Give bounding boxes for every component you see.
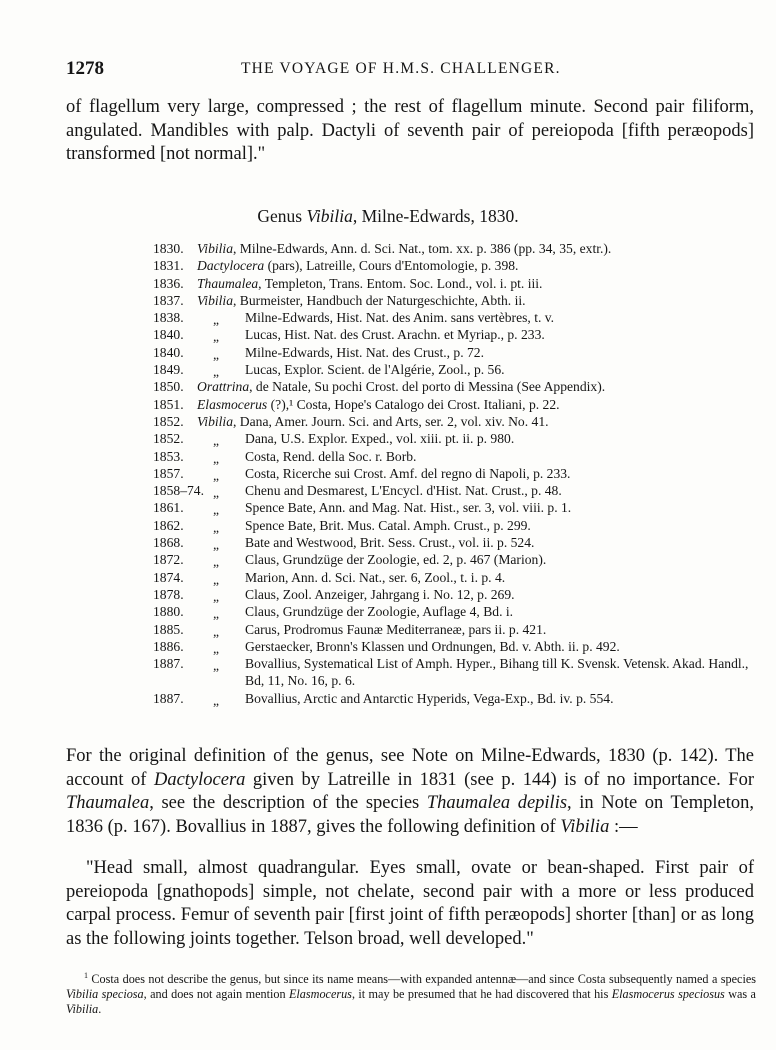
footnote-marker: 1 [84, 971, 88, 980]
synonymy-reference: Marion, Ann. d. Sci. Nat., ser. 6, Zool., t. i. p. 4. [245, 569, 506, 585]
synonymy-year: 1851. [153, 396, 184, 412]
synonymy-reference: Carus, Prodromus Faunæ Mediterraneæ, pars ii. p. 421. [245, 621, 547, 637]
footnote-genus-2: Vibilia [66, 1002, 99, 1017]
footnote-genus-1: Elasmocerus [288, 987, 352, 1002]
synonymy-entry [153, 499, 753, 516]
synonymy-entry [153, 275, 753, 292]
synonymy-entry [153, 690, 753, 707]
synonymy-reference: Bate and Westwood, Brit. Sess. Crust., vol. ii. p. 524. [245, 535, 535, 551]
quote-paragraph: "Head small, almost quadrangular. Eyes small, ovate or bean-shaped. First pair of pereiopoda [gnathopods] simple, not chelate, second pair with a more or less produced carpal process. Femur of seventh pair [first joint of fifth peræopods] shorter [than] or as long as the following joints together. Telson broad, well developed." [66, 858, 754, 949]
synonymy-reference: (pars), Latreille, Cours d'Entomologie, p. 398. [264, 258, 519, 274]
definition-text-2: given by Latreille in 1831 (see p. 144) is of no importance. For [245, 769, 754, 790]
synonymy-reference: , de Natale, Su pochi Crost. del porto di Messina (See Appendix). [249, 379, 606, 395]
synonymy-year: 1887. [153, 656, 184, 672]
genus-heading-name: Vibilia [306, 206, 353, 226]
synonymy-citation [245, 448, 750, 465]
synonymy-citation [245, 638, 750, 655]
footnote-text-5: . [98, 1002, 102, 1017]
synonymy-citation [245, 344, 750, 361]
definition-paragraph [66, 745, 754, 839]
synonymy-entry [153, 621, 753, 638]
synonymy-year: 1874. [153, 569, 184, 585]
synonymy-reference: Milne-Edwards, Hist. Nat. des Crust., p. 72. [245, 344, 484, 360]
footnote-species-1: Vibilia speciosa [66, 987, 144, 1002]
synonymy-reference: , Burmeister, Handbuch der Naturgeschichte, Abth. ii. [233, 292, 526, 308]
synonymy-entry [153, 344, 753, 361]
synonymy-year: 1862. [153, 517, 184, 533]
definition-thaumalea: Thaumalea [66, 793, 150, 813]
synonymy-year: 1853. [153, 448, 184, 464]
synonymy-year: 1831. [153, 258, 184, 274]
synonymy-reference: Lucas, Hist. Nat. des Crust. Arachn. et Myriap., p. 233. [245, 327, 545, 343]
synonymy-reference: , Templeton, Trans. Entom. Soc. Lond., vol. i. pt. iii. [258, 275, 543, 291]
footnote-text-3: , it may be presumed that he had discovered that his [351, 987, 612, 1002]
genus-heading-prefix: Genus [257, 206, 307, 226]
synonymy-citation [245, 655, 750, 689]
synonymy-year: 1887. [153, 690, 184, 706]
synonymy-year: 1838. [153, 310, 184, 326]
synonymy-year: 1868. [153, 535, 184, 551]
synonymy-year: 1857. [153, 465, 184, 481]
synonymy-genus-name: Thaumalea [197, 275, 259, 291]
synonymy-entry [153, 551, 753, 568]
synonymy-citation [245, 361, 750, 378]
synonymy-entry [153, 517, 753, 534]
synonymy-entry [153, 465, 753, 482]
synonymy-citation [245, 603, 750, 620]
synonymy-reference: Chenu and Desmarest, L'Encycl. d'Hist. Nat. Crust., p. 48. [245, 483, 562, 499]
footnote-text-2: , and does not again mention [143, 987, 289, 1002]
synonymy-reference: Claus, Zool. Anzeiger, Jahrgang i. No. 12, p. 269. [245, 586, 515, 602]
ditto-mark: „ [213, 606, 220, 622]
synonymy-citation [197, 396, 560, 413]
ditto-mark: „ [213, 588, 220, 604]
synonymy-citation [197, 240, 611, 257]
definition-dactylocera: Dactylocera [153, 769, 246, 790]
synonymy-entry [153, 603, 753, 620]
synonymy-entry [153, 378, 753, 395]
synonymy-entry [153, 326, 753, 343]
synonymy-reference: Gerstaecker, Bronn's Klassen und Ordnungen, Bd. v. Abth. ii. p. 492. [245, 638, 620, 654]
synonymy-year: 1852. [153, 413, 184, 429]
ditto-mark: „ [213, 502, 220, 518]
synonymy-entry [153, 396, 753, 413]
synonymy-citation [197, 378, 605, 395]
synonymy-reference: Spence Bate, Ann. and Mag. Nat. Hist., ser. 3, vol. viii. p. 1. [245, 500, 572, 516]
genus-heading-suffix: , Milne-Edwards, 1830. [352, 206, 519, 226]
synonymy-citation [197, 257, 518, 274]
synonymy-year: 1852. [153, 431, 184, 447]
definition-species: Thaumalea depilis [426, 793, 568, 813]
definition-vibilia: Vibilia [560, 816, 610, 837]
definition-text-1: For the original definition of the genus, see Note on Milne-Edwards, 1830 (p. 142). The account of [66, 746, 754, 790]
synonymy-entry [153, 413, 753, 430]
synonymy-citation [245, 465, 750, 482]
page-header [66, 58, 756, 82]
synonymy-reference: Costa, Rend. della Soc. r. Borb. [245, 448, 417, 464]
synonymy-reference: (?),¹ Costa, Hope's Catalogo dei Crost. Italiani, p. 22. [267, 396, 560, 412]
synonymy-genus-name: Vibilia [197, 241, 233, 256]
synonymy-year: 1837. [153, 292, 184, 308]
ditto-mark: „ [213, 433, 220, 449]
ditto-mark: „ [213, 346, 220, 362]
synonymy-genus-name: Vibilia [197, 292, 233, 308]
ditto-mark: „ [213, 623, 220, 639]
ditto-mark: „ [213, 692, 220, 708]
synonymy-citation [197, 413, 549, 430]
synonymy-year: 1836. [153, 275, 184, 291]
synonymy-citation [245, 326, 750, 343]
synonymy-genus-name: Dactylocera [197, 258, 265, 274]
footnote-species-2: Elasmocerus speciosus [611, 987, 725, 1002]
ditto-mark: „ [213, 571, 220, 587]
synonymy-year: 1885. [153, 621, 184, 637]
ditto-mark: „ [213, 554, 220, 570]
synonymy-citation [245, 621, 750, 638]
footnote-text-4: was a [724, 987, 756, 1002]
synonymy-year: 1861. [153, 500, 184, 516]
ditto-mark: „ [213, 467, 220, 483]
synonymy-reference: Bovallius, Systematical List of Amph. Hyper., Bihang till K. Svensk. Vetensk. Akad. Handl., Bd, 11, No. 16, p. 6. [245, 656, 749, 689]
ditto-mark: „ [213, 658, 220, 674]
definition-text-5: :— [609, 816, 638, 837]
synonymy-reference: Bovallius, Arctic and Antarctic Hyperids, Vega-Exp., Bd. iv. p. 554. [245, 690, 614, 706]
ditto-mark: „ [213, 485, 220, 501]
synonymy-year: 1850. [153, 379, 184, 395]
definition-text-3: , see the description of the species [149, 793, 427, 813]
ditto-mark: „ [213, 329, 220, 345]
synonymy-genus-name: Vibilia [197, 413, 233, 429]
synonymy-entry [153, 309, 753, 326]
synonymy-year: 1858–74. [153, 483, 204, 499]
synonymy-year: 1872. [153, 552, 184, 568]
synonymy-citation [245, 499, 750, 516]
synonymy-citation [245, 690, 750, 707]
synonymy-entry [153, 257, 753, 274]
synonymy-entry [153, 430, 753, 447]
synonymy-reference: , Dana, Amer. Journ. Sci. and Arts, ser. 2, vol. xiv. No. 41. [233, 413, 549, 429]
synonymy-reference: Spence Bate, Brit. Mus. Catal. Amph. Crust., p. 299. [245, 517, 531, 533]
synonymy-genus-name: Elasmocerus [197, 396, 268, 412]
ditto-mark: „ [213, 312, 220, 328]
synonymy-entry [153, 292, 753, 309]
synonymy-entry [153, 655, 753, 690]
synonymy-reference: Costa, Ricerche sui Crost. Amf. del regno di Napoli, p. 233. [245, 465, 571, 481]
synonymy-year: 1880. [153, 604, 184, 620]
synonymy-entry [153, 448, 753, 465]
synonymy-citation [245, 309, 750, 326]
synonymy-year: 1849. [153, 362, 184, 378]
synonymy-year: 1840. [153, 327, 184, 343]
synonymy-citation [245, 534, 750, 551]
synonymy-entry [153, 240, 753, 257]
synonymy-genus-name: Orattrina [197, 379, 250, 395]
synonymy-entry [153, 569, 753, 586]
synonymy-citation [245, 586, 750, 603]
synonymy-reference: Dana, U.S. Explor. Exped., vol. xiii. pt. ii. p. 980. [245, 431, 515, 447]
synonymy-reference: , Milne-Edwards, Ann. d. Sci. Nat., tom. xx. p. 386 (pp. 34, 35, extr.). [233, 241, 612, 256]
page-number: 1278 [66, 58, 104, 79]
footnote [66, 968, 756, 1017]
synonymy-citation [197, 292, 526, 309]
synonymy-citation [245, 551, 750, 568]
synonymy-reference: Claus, Grundzüge der Zoologie, Auflage 4, Bd. i. [245, 604, 514, 620]
genus-heading [0, 206, 776, 227]
synonymy-citation [197, 275, 542, 292]
synonymy-entry [153, 482, 753, 499]
ditto-mark: „ [213, 450, 220, 466]
synonymy-year: 1840. [153, 344, 184, 360]
running-title: THE VOYAGE OF H.M.S. CHALLENGER. [241, 60, 561, 77]
synonymy-reference: Milne-Edwards, Hist. Nat. des Anim. sans vertèbres, t. v. [245, 310, 555, 326]
synonymy-citation [245, 569, 750, 586]
synonymy-entry [153, 534, 753, 551]
ditto-mark: „ [213, 537, 220, 553]
ditto-mark: „ [213, 519, 220, 535]
synonymy-year: 1830. [153, 241, 184, 256]
synonymy-entry [153, 586, 753, 603]
synonymy-entry [153, 361, 753, 378]
synonymy-year: 1886. [153, 638, 184, 654]
synonymy-reference: Lucas, Explor. Scient. de l'Algérie, Zool., p. 56. [245, 362, 505, 378]
synonymy-list [153, 240, 753, 707]
footnote-text-1: Costa does not describe the genus, but since its name means—with expanded antennæ—and since Costa subsequently named a species [88, 972, 756, 987]
synonymy-reference: Claus, Grundzüge der Zoologie, ed. 2, p. 467 (Marion). [245, 552, 547, 568]
synonymy-citation [245, 482, 750, 499]
intro-paragraph: of flagellum very large, compressed ; the rest of flagellum minute. Second pair filiform, angulated. Mandibles with palp. Dactyli of seventh pair of pereiopoda [fifth peræopods] transformed [not normal]." [66, 97, 754, 164]
synonymy-entry [153, 638, 753, 655]
ditto-mark: „ [213, 640, 220, 656]
ditto-mark: „ [213, 364, 220, 380]
synonymy-citation [245, 517, 750, 534]
definition-text-4: , in Note on Templeton, 1836 (p. 167). Bovallius in 1887, gives the following definition of [66, 793, 754, 837]
synonymy-citation [245, 430, 750, 447]
synonymy-year: 1878. [153, 586, 184, 602]
